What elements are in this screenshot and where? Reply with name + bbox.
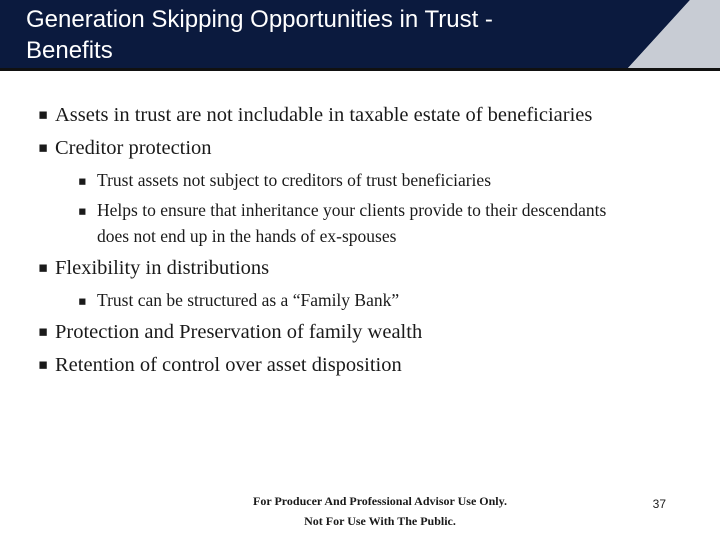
footer-line-1: For Producer And Professional Advisor Use Only. [253, 494, 507, 508]
bullet-item [38, 320, 422, 344]
square-bullet-icon: ▪ [38, 356, 48, 374]
page-number: 37 [652, 497, 666, 511]
bullet-item [38, 103, 592, 127]
square-bullet-icon: ▪ [38, 106, 48, 124]
bullet-text: Flexibility in distributions [55, 257, 270, 279]
square-bullet-icon: ▪ [38, 323, 48, 341]
bullet-item [38, 136, 212, 160]
bullet-text: Assets in trust are not includable in taxable estate of beneficiaries [55, 104, 593, 126]
square-bullet-icon: ▪ [38, 139, 48, 157]
sub-bullet-text: Trust assets not subject to creditors of trust beneficiaries [97, 170, 491, 190]
sub-bullet-item [78, 197, 637, 249]
footer-line-2: Not For Use With The Public. [304, 514, 456, 528]
bullet-text: Protection and Preservation of family wealth [55, 321, 423, 343]
square-bullet-icon: ▪ [38, 259, 48, 277]
square-bullet-icon: ▪ [78, 202, 87, 218]
square-bullet-icon: ▪ [78, 292, 87, 308]
sub-bullet-item [78, 167, 637, 194]
page-title-line-1: Generation Skipping Opportunities in Trust - [26, 6, 493, 33]
page-title-line-2: Benefits [26, 37, 113, 64]
footer-disclaimer [160, 491, 600, 531]
bullet-item [38, 353, 402, 377]
bullet-item [38, 256, 269, 280]
square-bullet-icon: ▪ [78, 172, 87, 188]
bullet-text: Creditor protection [55, 137, 212, 159]
sub-bullet-text: Trust can be structured as a “Family Bank” [97, 290, 400, 310]
bullet-text: Retention of control over asset disposition [55, 354, 402, 376]
sub-bullet-item [78, 287, 637, 314]
sub-bullet-text: Helps to ensure that inheritance your clients provide to their descendants does not end up in the hands of ex-spouses [97, 200, 607, 246]
